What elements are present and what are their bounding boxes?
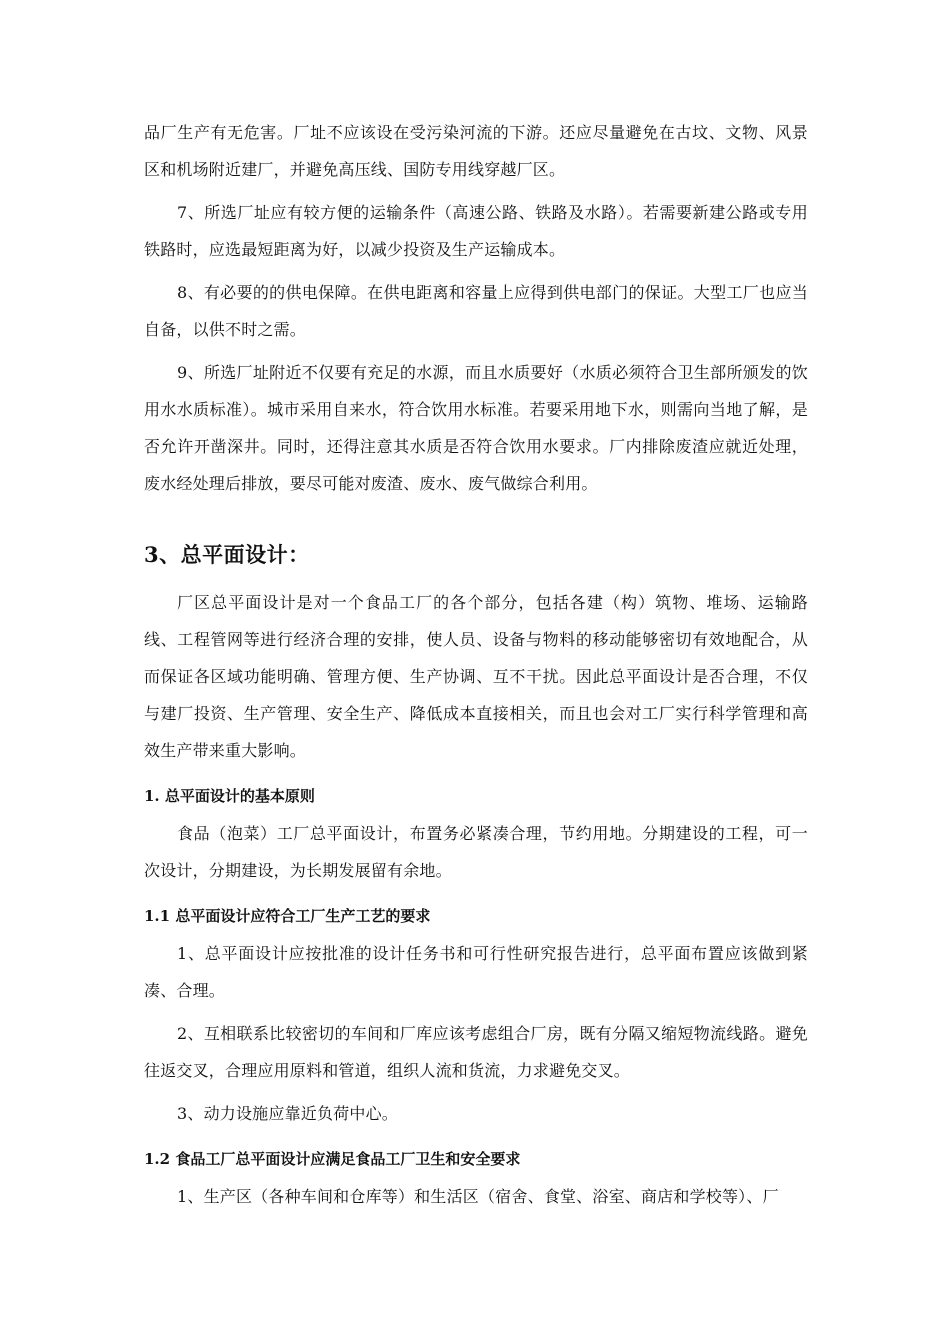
paragraph-item-8: 8、有必要的的供电保障。在供电距离和容量上应得到供电部门的保证。大型工厂也应当自备，以供不时之需。 — [144, 283, 808, 339]
section-3-intro: 厂区总平面设计是对一个食品工厂的各个部分，包括各建（构）筑物、堆场、运输路线、工程管网等进行经济合理的安排，使人员、设备与物料的移动能够密切有效地配合，从而保证各区域功能明确、管理方便、生产协调、互不干扰。因此总平面设计是否合理，不仅与建厂投资、生产管理、安全生产、降低成本直接相关，而且也会对工厂实行科学管理和高效生产带来重大影响。 — [144, 593, 808, 760]
list-item: 2、互相联系比较密切的车间和厂库应该考虑组合厂房，既有分隔又缩短物流线路。避免往返交叉，合理应用原料和管道，组织人流和货流，力求避免交叉。 — [144, 1024, 808, 1080]
subsection-heading-1-1: 1.1 总平面设计应符合工厂生产工艺的要求 — [144, 907, 431, 925]
paragraph-item-7: 7、所选厂址应有较方便的运输条件（高速公路、铁路及水路）。若需要新建公路或专用铁路时，应选最短距离为好，以减少投资及生产运输成本。 — [144, 203, 808, 259]
section-heading-3: 3、总平面设计： — [144, 542, 310, 567]
subsection-1-text: 食品（泡菜）工厂总平面设计，布置务必紧凑合理，节约用地。分期建设的工程，可一次设计，分期建设，为长期发展留有余地。 — [144, 824, 808, 880]
list-item: 1、总平面设计应按批准的设计任务书和可行性研究报告进行，总平面布置应该做到紧凑、合理。 — [144, 944, 808, 1000]
document-page — [144, 114, 808, 1215]
subsection-heading-1: 1. 总平面设计的基本原则 — [144, 787, 315, 805]
paragraph-site-hazards: 品厂生产有无危害。厂址不应该设在受污染河流的下游。还应尽量避免在古坟、文物、风景区和机场附近建厂，并避免高压线、国防专用线穿越厂区。 — [144, 123, 808, 179]
list-item: 3、动力设施应靠近负荷中心。 — [177, 1104, 398, 1123]
paragraph-item-9: 9、所选厂址附近不仅要有充足的水源，而且水质要好（水质必须符合卫生部所颁发的饮用水水质标准）。城市采用自来水，符合饮用水标准。若要采用地下水，则需向当地了解，是否允许开凿深井。同时，还得注意其水质是否符合饮用水要求。厂内排除废渣应就近处理，废水经处理后排放，要尽可能对废渣、废水、废气做综合利用。 — [144, 363, 808, 493]
list-item: 1、生产区（各种车间和仓库等）和生活区（宿舍、食堂、浴室、商店和学校等）、厂 — [177, 1187, 779, 1206]
subsection-heading-1-2: 1.2 食品工厂总平面设计应满足食品工厂卫生和安全要求 — [144, 1150, 521, 1168]
